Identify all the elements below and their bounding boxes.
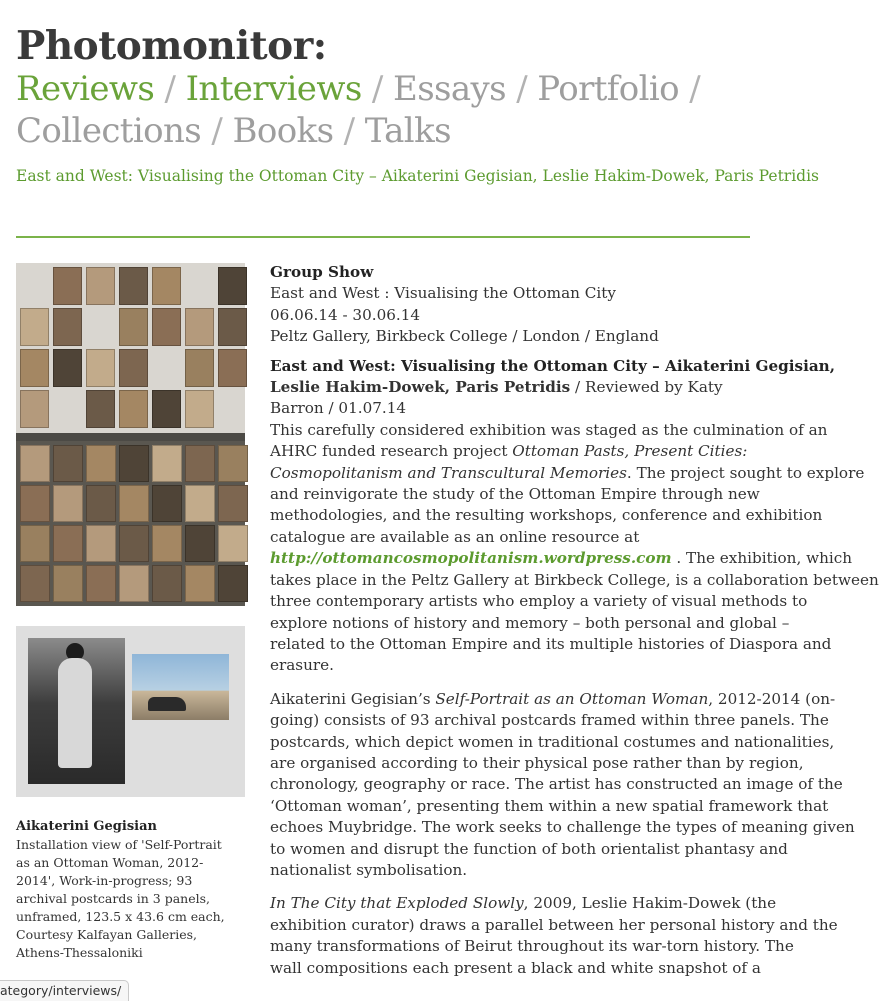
paragraph-line: Cosmopolitanism and Transcultural Memories. The project sought to explore (270, 463, 865, 482)
postcard (53, 445, 83, 482)
nav-separator: / (506, 69, 538, 109)
byline-separator: / (570, 378, 586, 397)
car-shape (148, 697, 186, 711)
paragraph-line: erasure. (270, 656, 334, 675)
postcard (119, 308, 148, 346)
postcard (218, 267, 247, 305)
postcard (53, 308, 82, 346)
review-heading: East and West: Visualising the Ottoman City – Aikaterini Gegisian, (270, 356, 836, 375)
paragraph-line: ‘Ottoman woman’, presenting them within a new spatial framework that (270, 796, 829, 815)
review-paragraph-1 (270, 420, 879, 677)
article-subtitle-link[interactable]: East and West: Visualising the Ottoman City – Aikaterini Gegisian, Leslie Hakim-Dowek, Paris Petridis (16, 167, 820, 185)
paragraph-line: going) consists of 93 archival postcards framed within three panels. The (270, 711, 829, 730)
postcard (119, 485, 149, 522)
postcard (20, 308, 49, 346)
postcard (119, 565, 149, 602)
postcard (152, 308, 181, 346)
postcard (119, 445, 149, 482)
paragraph-line: Aikaterini Gegisian’s Self-Portrait as an Ottoman Woman, 2012-2014 (on- (270, 689, 836, 708)
postcard (20, 525, 50, 562)
nav-separator: / (201, 111, 233, 151)
caption-text: Installation view of 'Self-Portrait as an Ottoman Woman, 2012-2014', Work-in-progress; 93 archival postcards in 3 panels, unframed, 123.5 x 43.6 cm each, Courtesy Kalfayan Galleries, Athens-Thessaloniki (16, 837, 225, 960)
postcard (152, 485, 182, 522)
italic-title: In The City that Exploded Slowly (270, 894, 524, 913)
paragraph-line: http://ottomancosmopolitanism.wordpress.com . The exhibition, which (270, 549, 853, 568)
postcard (20, 349, 49, 387)
paragraph-line: three contemporary artists who employ a variety of visual methods to (270, 592, 808, 611)
paragraph-line: In The City that Exploded Slowly, 2009, Leslie Hakim-Dowek (the (270, 894, 777, 913)
postcard (86, 485, 116, 522)
postcard (152, 390, 181, 428)
paragraph-line: echoes Muybridge. The work seeks to challenge the types of meaning given (270, 818, 855, 837)
postcard (218, 349, 247, 387)
show-type: Group Show (270, 263, 374, 281)
paragraph-line: and reinvigorate the study of the Ottoman Empire through new (270, 485, 760, 504)
paragraph-line: chronology, geography or race. The artist has constructed an image of the (270, 775, 843, 794)
paragraph-line: related to the Ottoman Empire and its multiple histories of Diaspora and (270, 634, 832, 653)
site-logo[interactable]: Photomonitor: (16, 23, 327, 69)
postcard (185, 565, 215, 602)
postcard (20, 565, 50, 602)
nav-secondary (16, 110, 451, 152)
paragraph-line: postcards, which depict women in traditional costumes and nationalities, (270, 732, 835, 751)
paragraph-line: wall compositions each present a black and white snapshot of a (270, 958, 761, 977)
nav-interviews[interactable]: Interviews (185, 69, 362, 109)
city-photograph (132, 654, 229, 720)
nav-reviews[interactable]: Reviews (16, 69, 155, 109)
postcard (218, 308, 247, 346)
image-caption (16, 818, 236, 962)
show-title: East and West : Visualising the Ottoman City (270, 284, 616, 303)
postcard (20, 390, 49, 428)
postcard (185, 349, 214, 387)
review-paragraph-2 (270, 689, 855, 882)
postcard (119, 525, 149, 562)
postcard (218, 485, 248, 522)
review-heading-cont: Leslie Hakim-Dowek, Paris Petridis (270, 378, 571, 397)
postcard (86, 445, 116, 482)
paragraph-line: methodologies, and the resulting workshops, conference and exhibition (270, 506, 823, 525)
paragraph-line: AHRC funded research project Ottoman Pasts, Present Cities: (270, 442, 748, 461)
postcard (53, 525, 83, 562)
nav-primary (16, 68, 700, 110)
postcard (119, 390, 148, 428)
postcard (185, 390, 214, 428)
resource-link[interactable]: http://ottomancosmopolitanism.wordpress.com (270, 549, 672, 568)
paragraph-line: This carefully considered exhibition was staged as the culmination of an (270, 420, 828, 439)
postcard (152, 267, 181, 305)
postcard (185, 445, 215, 482)
postcard (86, 267, 115, 305)
postcard (185, 485, 215, 522)
status-bar-url: ategory/interviews/ (0, 980, 129, 1001)
postcard (53, 349, 82, 387)
show-venue: Peltz Gallery, Birkbeck College / London / England (270, 327, 659, 346)
postcard (86, 349, 115, 387)
italic-title: Cosmopolitanism and Transcultural Memories (270, 463, 627, 482)
postcard (152, 525, 182, 562)
nav-essays[interactable]: Essays (392, 69, 507, 109)
nav-separator: / (679, 69, 701, 109)
postcard (185, 525, 215, 562)
nav-separator: / (154, 69, 186, 109)
artwork-photo[interactable] (16, 626, 245, 797)
postcard (218, 445, 248, 482)
installation-photo[interactable] (16, 263, 245, 606)
woman-photograph (28, 638, 125, 784)
postcard (119, 349, 148, 387)
caption-artist: Aikaterini Gegisian (16, 819, 157, 834)
paragraph-line: are organised according to their physical pose rather than by region, (270, 753, 804, 772)
reviewer-date: Barron / 01.07.14 (270, 399, 407, 418)
italic-title: Self-Portrait as an Ottoman Woman (435, 689, 709, 708)
postcard (86, 525, 116, 562)
paragraph-line: nationalist symbolisation. (270, 860, 468, 879)
paragraph-line: to women and disrupt the function of both orientalist phantasy and (270, 839, 788, 858)
show-dates: 06.06.14 - 30.06.14 (270, 305, 421, 324)
paragraph-line: catalogue are available as an online resource at (270, 527, 640, 546)
postcard (86, 565, 116, 602)
postcard (20, 485, 50, 522)
nav-separator: / (333, 111, 365, 151)
postcard (53, 267, 82, 305)
postcard (53, 565, 83, 602)
postcard (152, 565, 182, 602)
postcard (152, 445, 182, 482)
postcard (185, 308, 214, 346)
nav-portfolio[interactable]: Portfolio (537, 69, 680, 109)
paragraph-line: explore notions of history and memory – both personal and global – (270, 613, 790, 632)
paragraph-line: takes place in the Peltz Gallery at Birkbeck College, is a collaboration between (270, 570, 879, 589)
italic-title: Ottoman Pasts, Present Cities: (512, 442, 748, 461)
paragraph-line: many transformations of Beirut throughout its war-torn history. The (270, 937, 794, 956)
nav-separator: / (361, 69, 393, 109)
paragraph-line: exhibition curator) draws a parallel between her personal history and the (270, 915, 838, 934)
postcard (20, 445, 50, 482)
nav-books[interactable]: Books (232, 111, 334, 151)
figure-dress (58, 658, 92, 768)
review-paragraph-3 (270, 893, 838, 979)
postcard (119, 267, 148, 305)
nav-talks[interactable]: Talks (364, 111, 451, 151)
nav-collections[interactable]: Collections (16, 111, 202, 151)
postcard (86, 390, 115, 428)
header-divider (16, 236, 750, 238)
postcard (53, 485, 83, 522)
reviewed-by: Reviewed by Katy (585, 378, 723, 397)
review-byline (270, 377, 790, 398)
postcard (218, 525, 248, 562)
postcard (218, 565, 248, 602)
article-body (270, 262, 879, 979)
